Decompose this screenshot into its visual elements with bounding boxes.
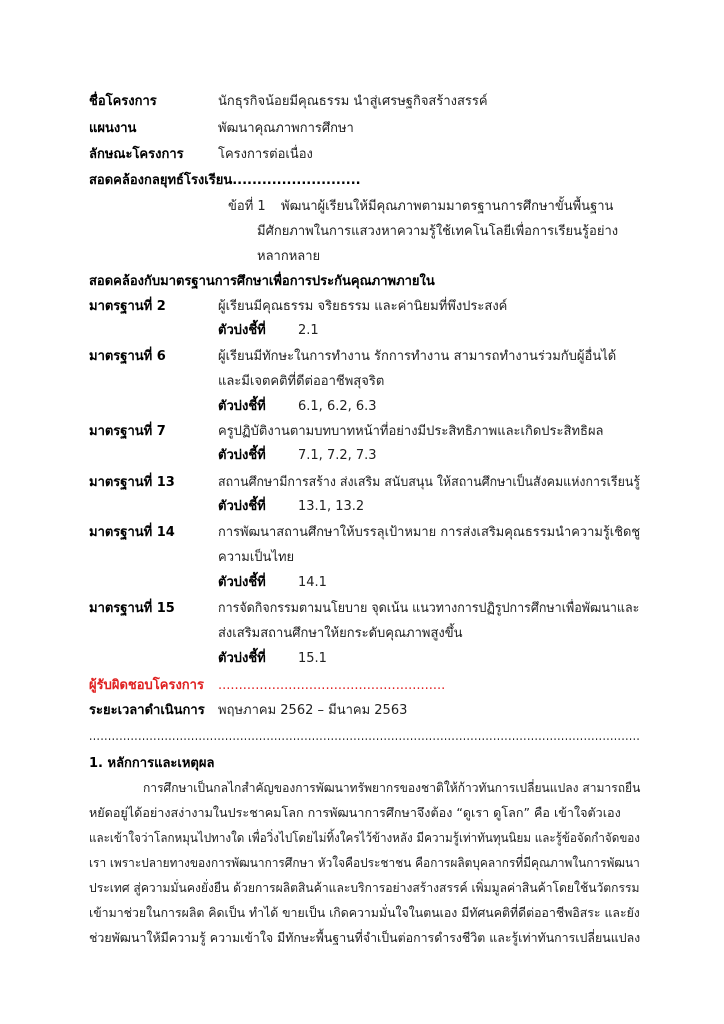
indicator-values: 15.1	[298, 651, 327, 666]
divider: ..................................................................................................................................................	[89, 729, 641, 744]
paragraph-line: และเข้าใจว่าโลกหมุนไปทางใด เพื่อวิ่งไปโดยไม่ทิ้งใครไว้ข้างหลัง มีความรู้เท่าทันทุนนิยม และรู้ข้อจัดกำจัดของ	[89, 830, 640, 845]
standard-description: และมีเจตคติที่ดีต่ออาชีพสุจริต	[218, 374, 385, 389]
paragraph-line: เรา เพราะปลายทางของการพัฒนาการศึกษา หัวใจคือประชาชน คือการผลิตบุคลากรที่มีคุณภาพในการพัฒนา	[89, 855, 640, 870]
responsible-label: ผู้รับผิดชอบโครงการ	[89, 678, 204, 693]
section-heading: 1. หลักการและเหตุผล	[89, 756, 215, 771]
indicator-values: 14.1	[298, 575, 327, 590]
responsible-value: .......................................................	[218, 678, 446, 693]
standard-description: ส่งเสริมสถานศึกษาให้ยกระดับคุณภาพสูงขึ้น	[218, 626, 463, 641]
standard-label: มาตรฐานที่ 13	[89, 475, 175, 490]
standard-label: มาตรฐานที่ 6	[89, 349, 166, 364]
standard-description: สถานศึกษามีการสร้าง ส่งเสริม สนับสนุน ให้สถานศึกษาเป็นสังคมแห่งการเรียนรู้	[218, 475, 641, 490]
standard-label: มาตรฐานที่ 7	[89, 424, 166, 439]
paragraph-line: หยัดอยู่ได้อย่างสง่างามในประชาคมโลก การพัฒนาการศึกษาจึงต้อง “ดูเรา ดูโลก” คือ เข้าใจตัวเอง	[89, 805, 621, 820]
paragraph-line: เข้ามาช่วยในการผลิต คิดเป็น ทำได้ ขายเป็น เกิดความมั่นใจในตนเอง มีทัศนคติที่ดีต่ออาชีพอิสระ และยัง	[89, 905, 640, 920]
indicator-label: ตัวบ่งชี้ที่	[218, 399, 266, 414]
indicator-values: 7.1, 7.2, 7.3	[298, 448, 377, 463]
indicator-label: ตัวบ่งชี้ที่	[218, 651, 266, 666]
duration-value: พฤษภาคม 2562 – มีนาคม 2563	[218, 703, 408, 718]
project-type-label: ลักษณะโครงการ	[89, 147, 184, 162]
standard-description: การพัฒนาสถานศึกษาให้บรรลุเป้าหมาย การส่งเสริมคุณธรรมนำความรู้เชิดชู	[218, 525, 641, 540]
strategy-item-line: หลากหลาย	[257, 249, 321, 264]
standards-heading: สอดคล้องกับมาตรฐานการศึกษาเพื่อการประกันคุณภาพภายใน	[89, 274, 435, 289]
standard-description: ครูปฏิบัติงานตามบทบาทหน้าที่อย่างมีประสิทธิภาพและเกิดประสิทธิผล	[218, 424, 604, 439]
standard-description: ผู้เรียนมีคุณธรรม จริยธรรม และค่านิยมที่พึงประสงค์	[218, 299, 508, 314]
paragraph-line: ช่วยพัฒนาให้มีความรู้ ความเข้าใจ มีทักษะพื้นฐานที่จำเป็นต่อการดำรงชีวิต และรู้เท่าทันการเปลี่ยนแปลง	[89, 930, 641, 945]
duration-label: ระยะเวลาดำเนินการ	[89, 703, 205, 718]
strategy-item-line: พัฒนาผู้เรียนให้มีคุณภาพตามมาตรฐานการศึกษาขั้นพื้นฐาน	[281, 199, 614, 214]
project-name-value: นักธุรกิจน้อยมีคุณธรรม นำสู่เศรษฐกิจสร้างสรรค์	[218, 94, 488, 109]
indicator-label: ตัวบ่งชี้ที่	[218, 448, 266, 463]
indicator-label: ตัวบ่งชี้ที่	[218, 323, 266, 338]
project-name-label: ชื่อโครงการ	[89, 94, 157, 109]
standard-description: ผู้เรียนมีทักษะในการทำงาน รักการทำงาน สามารถทำงานร่วมกับผู้อื่นได้	[218, 349, 617, 364]
indicator-label: ตัวบ่งชี้ที่	[218, 575, 266, 590]
school-strategy-heading: สอดคล้องกลยุทธ์โรงเรียน..........................	[89, 173, 361, 188]
plan-value: พัฒนาคุณภาพการศึกษา	[218, 121, 354, 136]
plan-label: แผนงาน	[89, 121, 137, 136]
standard-label: มาตรฐานที่ 14	[89, 525, 175, 540]
paragraph-line: การศึกษาเป็นกลไกสำคัญของการพัฒนาทรัพยากรของชาติให้ก้าวทันการเปลี่ยนแปลง สามารถยืน	[143, 780, 641, 795]
indicator-label: ตัวบ่งชี้ที่	[218, 499, 266, 514]
standard-description: ความเป็นไทย	[218, 550, 295, 565]
paragraph-line: ประเทศ สู่ความมั่นคงยั่งยืน ด้วยการผลิตสินค้าและบริการอย่างสร้างสรรค์ เพิ่มมูลค่าสินค้าโดยใช้นวัตกรรม	[89, 880, 640, 895]
indicator-values: 6.1, 6.2, 6.3	[298, 399, 377, 414]
standard-description: การจัดกิจกรรมตามนโยบาย จุดเน้น แนวทางการปฏิรูปการศึกษาเพื่อพัฒนาและ	[218, 601, 640, 616]
project-type-value: โครงการต่อเนื่อง	[218, 147, 313, 162]
indicator-values: 2.1	[298, 323, 319, 338]
strategy-item-label: ข้อที่ 1	[228, 199, 266, 214]
standard-label: มาตรฐานที่ 2	[89, 299, 166, 314]
indicator-values: 13.1, 13.2	[298, 499, 365, 514]
standard-label: มาตรฐานที่ 15	[89, 601, 175, 616]
strategy-item-line: มีศักยภาพในการแสวงหาความรู้ใช้เทคโนโลยีเพื่อการเรียนรู้อย่าง	[257, 224, 619, 239]
